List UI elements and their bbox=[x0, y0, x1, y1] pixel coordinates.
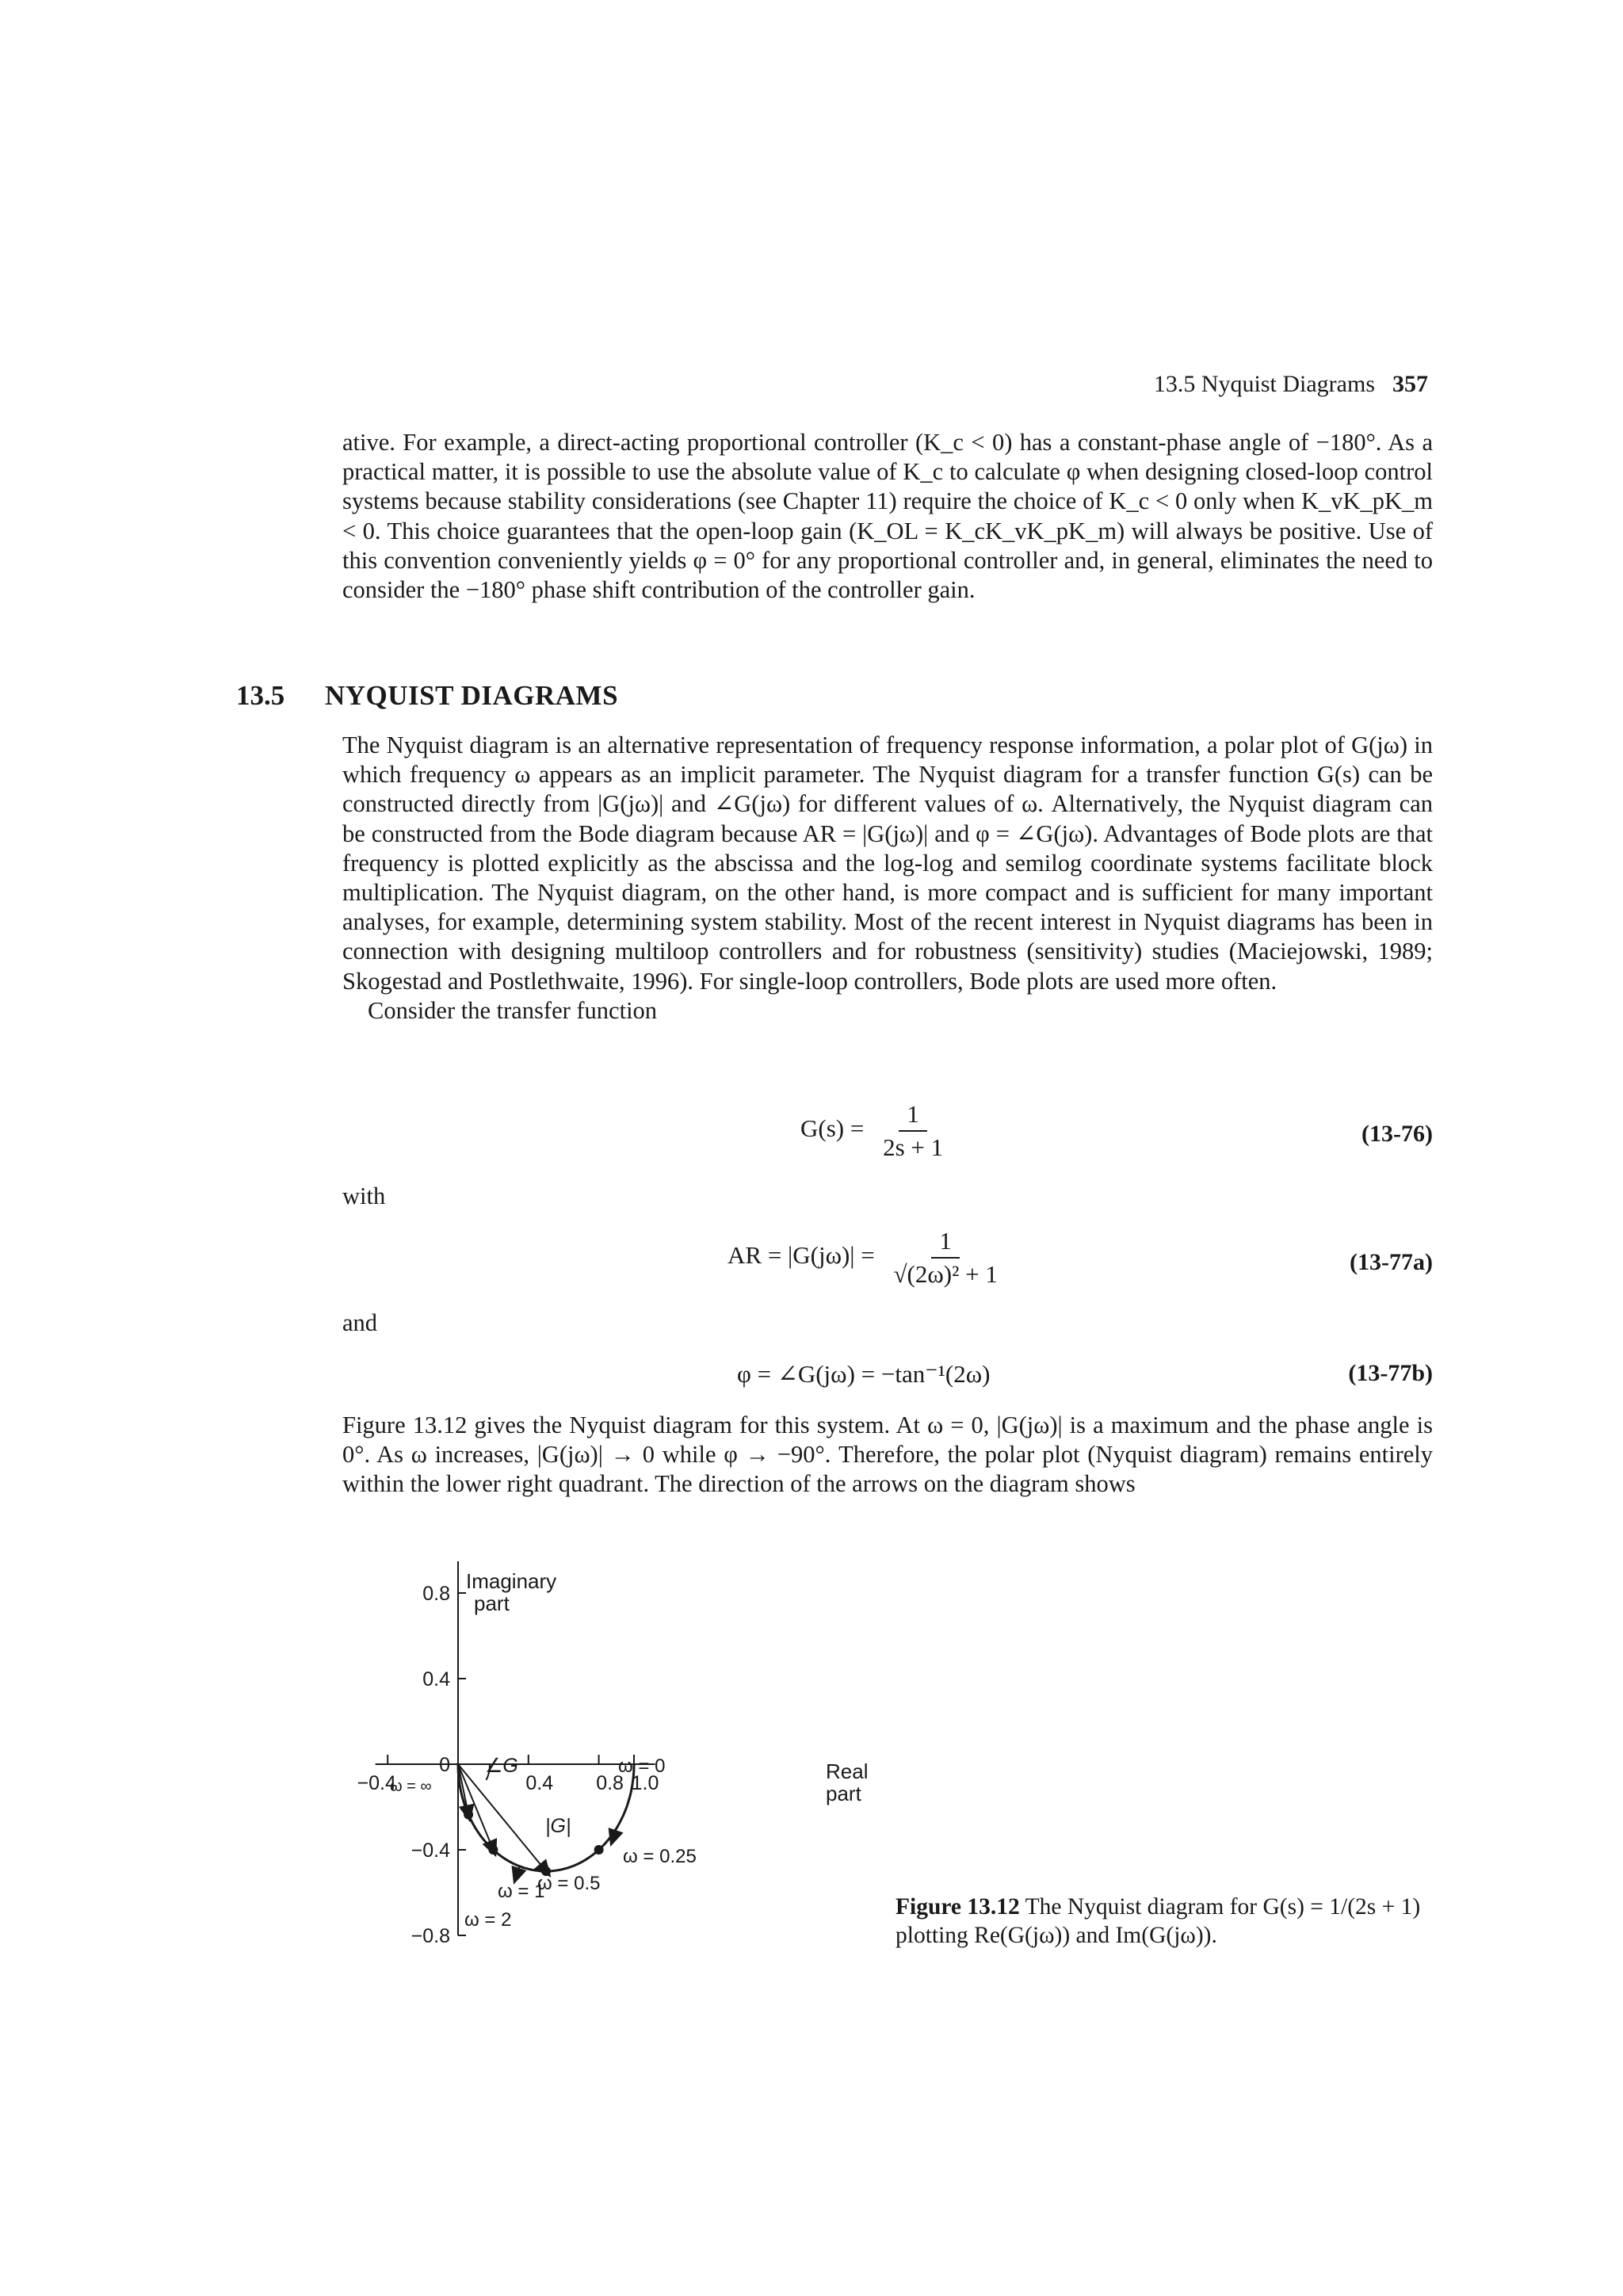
running-header bbox=[1111, 371, 1428, 398]
caption-text: The Nyquist diagram for G(s) = 1/(2s + 1) plotting Re(G(jω)) and Im(G(jω)). bbox=[896, 1894, 1421, 1948]
equation-13-77b: φ = ∠G(jω) = −tan⁻¹(2ω) bbox=[737, 1360, 991, 1388]
x-tick-label: −0.4 bbox=[357, 1772, 396, 1794]
page-number: 357 bbox=[1392, 371, 1428, 397]
section-number: 13.5 bbox=[236, 680, 285, 711]
equation-denominator: 2s + 1 bbox=[883, 1133, 944, 1161]
x-tick-label: 1.0 bbox=[631, 1772, 659, 1794]
nyquist-diagram bbox=[309, 1561, 880, 1950]
y-axis-label: Imaginary bbox=[466, 1569, 557, 1593]
omega-1-label: ω = 1 bbox=[498, 1881, 545, 1902]
connector-with: with bbox=[342, 1182, 386, 1209]
x-tick-label: 0.4 bbox=[525, 1772, 554, 1794]
equation-numerator: 1 bbox=[931, 1227, 960, 1259]
curve-point bbox=[464, 1809, 473, 1819]
x-tick-label: 0.8 bbox=[596, 1772, 624, 1794]
intro-paragraph bbox=[342, 428, 1433, 605]
equation-label: (13-77b) bbox=[1348, 1360, 1433, 1386]
equation-lhs: G(s) = bbox=[800, 1114, 865, 1143]
omega-2-label: ω = 2 bbox=[464, 1909, 512, 1931]
section-paragraph bbox=[342, 731, 1433, 1026]
section-paragraph-text: The Nyquist diagram is an alternative representation of frequency response information, a polar plot of G(jω) in which frequency ω appears as an implicit parameter. The Nyquist diagram for a transfer function G(s) can be constructed directly from |G(jω)| and ∠G(jω) for different values of ω. Alternatively, the Nyquist diagram can be constructed from the Bode diagram because AR = |G(jω)| and φ = ∠G(jω). Advantages of Bode plots are that frequency is plotted explicitly as the abscissa and the log-log and semilog coordinate systems facilitate block multiplication. The Nyquist diagram, on the other hand, is more compact and is sufficient for many important analyses, for example, determining system stability. Most of the recent interest in Nyquist diagrams has been in connection with designing multiloop controllers and for robustness (sensitivity) studies (Maciejowski, 1989; Skogestad and Postlethwaite, 1996). For single-loop controllers, Bode plots are used more often. bbox=[342, 732, 1433, 995]
omega-infinity-label: ω = ∞ bbox=[390, 1778, 432, 1795]
magnitude-label: |G| bbox=[545, 1815, 571, 1837]
omega-zero-label: ω = 0 bbox=[618, 1755, 666, 1777]
equation-13-77a bbox=[727, 1227, 1006, 1289]
y-tick-label: 0.4 bbox=[422, 1668, 450, 1690]
running-title: 13.5 Nyquist Diagrams bbox=[1153, 371, 1375, 397]
curve-point bbox=[594, 1845, 604, 1855]
connector-and: and bbox=[342, 1309, 378, 1336]
closing-paragraph bbox=[342, 1411, 1433, 1499]
intro-paragraph-text: ative. For example, a direct-acting proportional controller (K_c < 0) has a constant-phase angle of −180°. As a practical matter, it is possible to use the absolute value of K_c to calculate φ when designing closed-loop control systems because stability considerations (see Chapter 11) require the choice of K_c < 0 only when K_vK_pK_m < 0. This choice guarantees that the open-loop gain (K_OL = K_cK_vK_pK_m) will always be positive. Use of this convention conveniently yields φ = 0° for any proportional controller and, in general, eliminates the need to consider the −180° phase shift contribution of the controller gain. bbox=[342, 429, 1433, 604]
equation-lhs: AR = |G(jω)| = bbox=[727, 1241, 875, 1270]
equation-13-76 bbox=[800, 1100, 951, 1162]
equation-numerator: 1 bbox=[899, 1100, 927, 1132]
omega-0-25-label: ω = 0.25 bbox=[623, 1846, 697, 1867]
y-tick-label: −0.8 bbox=[411, 1925, 450, 1947]
section-title: NYQUIST DIAGRAMS bbox=[325, 680, 619, 711]
y-tick-label: −0.4 bbox=[411, 1839, 450, 1862]
x-axis-label: part bbox=[826, 1782, 861, 1805]
equation-label: (13-76) bbox=[1361, 1121, 1433, 1147]
omega-0-5-label: ω = 0.5 bbox=[537, 1873, 601, 1894]
y-tick-label: 0.8 bbox=[422, 1583, 450, 1605]
figure-caption bbox=[896, 1893, 1434, 1950]
curve-point bbox=[488, 1845, 498, 1855]
equation-fraction bbox=[886, 1227, 1006, 1289]
angle-label: ∠G bbox=[485, 1755, 518, 1777]
equation-fraction bbox=[875, 1100, 951, 1162]
caption-label: Figure 13.12 bbox=[896, 1894, 1020, 1920]
direction-arrow bbox=[516, 1866, 519, 1878]
y-tick-label: 0 bbox=[439, 1754, 450, 1776]
closing-paragraph-text: Figure 13.12 gives the Nyquist diagram for this system. At ω = 0, |G(jω)| is a maximum and the phase angle is 0°. As ω increases, |G(jω)| → 0 while φ → −90°. Therefore, the polar plot (Nyquist diagram) remains entirely within the lower right quadrant. The direction of the arrows on the diagram shows bbox=[342, 1412, 1433, 1498]
equation-label: (13-77a) bbox=[1350, 1249, 1433, 1275]
equation-denominator: √(2ω)² + 1 bbox=[893, 1260, 998, 1288]
consider-line: Consider the transfer function bbox=[368, 996, 658, 1024]
x-axis-label: Real bbox=[826, 1759, 869, 1783]
y-axis-label: part bbox=[474, 1591, 510, 1615]
